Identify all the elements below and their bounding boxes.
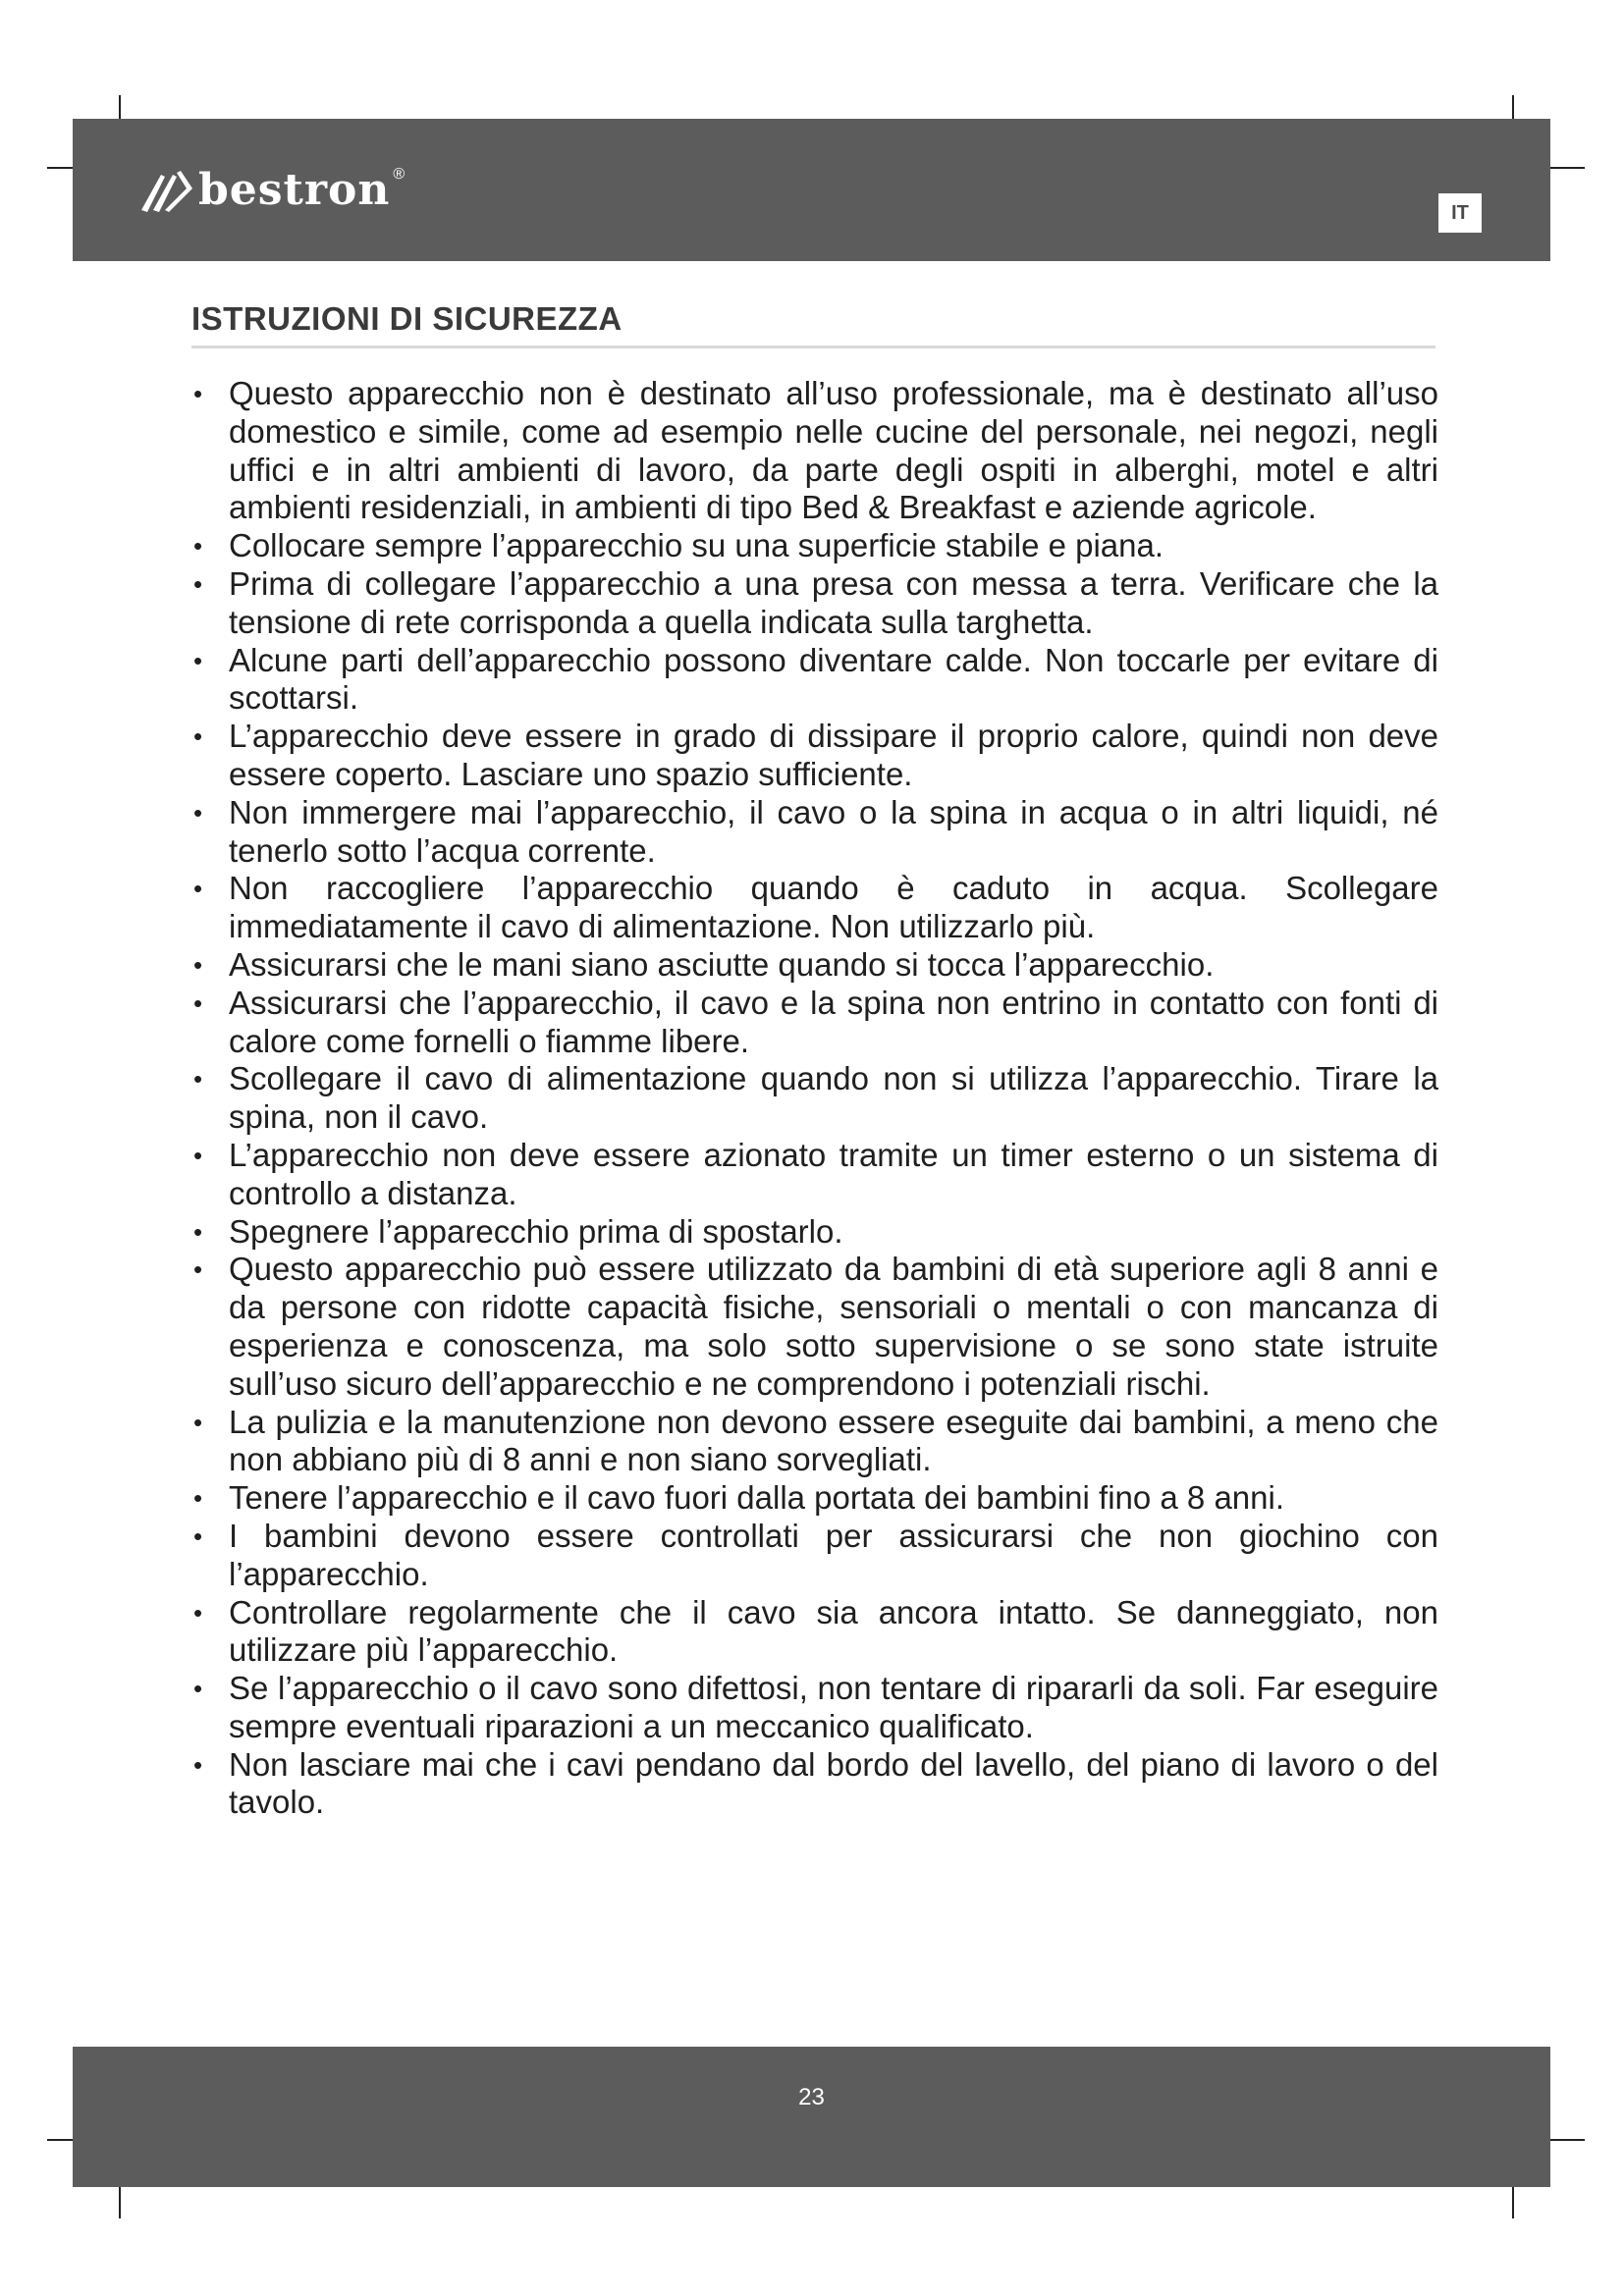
list-item: • L’apparecchio deve essere in grado di dissipare il proprio calore, quindi non deve essere coperto. Lasciare uno spazio sufficiente.: [191, 718, 1448, 794]
brand-logo: [139, 156, 405, 225]
list-item: • Questo apparecchio può essere utilizzato da bambini di età superiore agli 8 anni e da persone con ridotte capacità fisiche, sensoriali o mentali o con mancanza di esperienza e conoscenza, ma solo sotto supervisione o se sono state istruite sull’uso sicuro dell’apparecchio e ne comprendono i potenziali rischi.: [191, 1251, 1448, 1403]
list-item: • Non lasciare mai che i cavi pendano dal bordo del lavello, del piano di lavoro o del tavolo.: [191, 1746, 1448, 1823]
list-item: • Alcune parti dell’apparecchio possono diventare calde. Non toccarle per evitare di scottarsi.: [191, 642, 1448, 719]
brand-chevrons-icon: [139, 167, 192, 214]
list-item: • La pulizia e la manutenzione non devono essere eseguite dai bambini, a meno che non abbiano più di 8 anni e non siano sorvegliati.: [191, 1404, 1448, 1480]
list-item: • Spegnere l’apparecchio prima di spostarlo.: [191, 1213, 1448, 1252]
page-number: 23: [798, 2084, 825, 2110]
page-header: [73, 119, 1550, 261]
page-footer: [73, 2047, 1550, 2187]
list-item: • Questo apparecchio non è destinato all’uso professionale, ma è destinato all’uso domestico e simile, come ad esempio nelle cucine del personale, nei negozi, negli uffici e in altri ambienti di lavoro, da parte degli ospiti in alberghi, motel e altri ambienti residenziali, in ambienti di tipo Bed & Breakfast e aziende agricole.: [191, 375, 1448, 527]
list-item: • Non raccogliere l’apparecchio quando è caduto in acqua. Scollegare immediatamente il cavo di alimentazione. Non utilizzarlo più.: [191, 870, 1448, 946]
instructions-content: [191, 375, 1448, 1822]
registered-mark: ®: [393, 166, 406, 183]
list-item: • I bambini devono essere controllati per assicurarsi che non giochino con l’apparecchio.: [191, 1518, 1448, 1594]
safety-instructions-list: [191, 375, 1448, 1822]
brand-name: bestron: [198, 165, 391, 215]
section-title: ISTRUZIONI DI SICUREZZA: [191, 300, 623, 337]
list-item: • Controllare regolarmente che il cavo sia ancora intatto. Se danneggiato, non utilizzare più l’apparecchio.: [191, 1594, 1448, 1671]
list-item: • Se l’apparecchio o il cavo sono difettosi, non tentare di ripararli da soli. Far eseguire sempre eventuali riparazioni a un meccanico qualificato.: [191, 1670, 1448, 1746]
list-item: • Assicurarsi che l’apparecchio, il cavo e la spina non entrino in contatto con fonti di calore come fornelli o fiamme libere.: [191, 985, 1448, 1061]
language-badge: IT: [1438, 193, 1482, 233]
title-divider: [191, 346, 1435, 348]
list-item: • Tenere l’apparecchio e il cavo fuori dalla portata dei bambini fino a 8 anni.: [191, 1479, 1448, 1518]
list-item: • Collocare sempre l’apparecchio su una superficie stabile e piana.: [191, 527, 1448, 565]
list-item: • Scollegare il cavo di alimentazione quando non si utilizza l’apparecchio. Tirare la spina, non il cavo.: [191, 1060, 1448, 1137]
list-item: • Prima di collegare l’apparecchio a una presa con messa a terra. Verificare che la tensione di rete corrisponda a quella indicata sulla targhetta.: [191, 565, 1448, 642]
list-item: • Assicurarsi che le mani siano asciutte quando si tocca l’apparecchio.: [191, 946, 1448, 985]
list-item: • Non immergere mai l’apparecchio, il cavo o la spina in acqua o in altri liquidi, né tenerlo sotto l’acqua corrente.: [191, 794, 1448, 871]
list-item: • L’apparecchio non deve essere azionato tramite un timer esterno o un sistema di controllo a distanza.: [191, 1137, 1448, 1213]
